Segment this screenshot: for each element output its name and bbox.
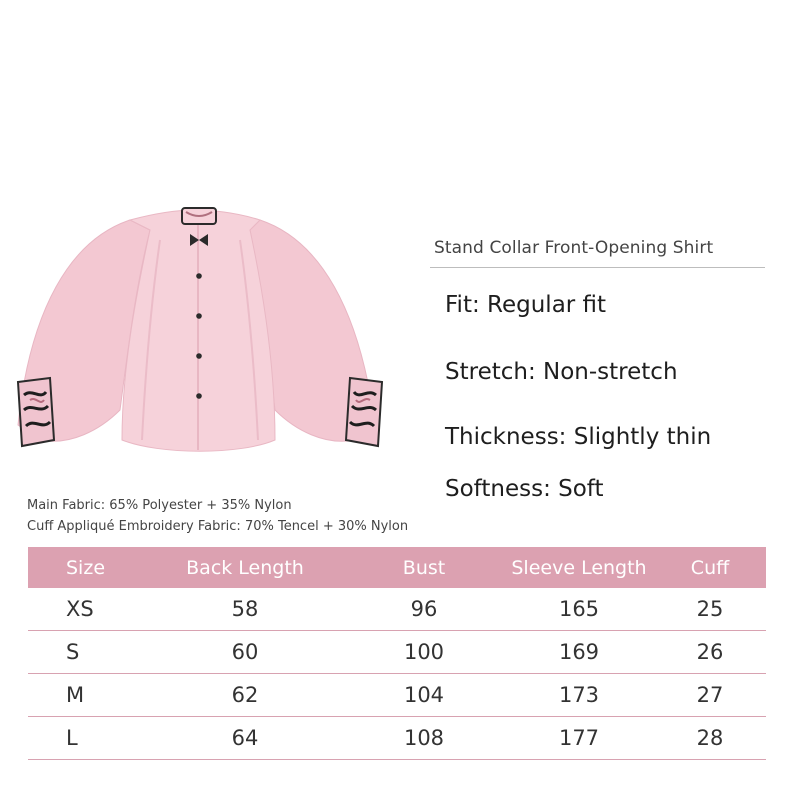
table-row (28, 588, 766, 631)
cell-cuff: 28 (696, 726, 724, 750)
cell-size: M (66, 683, 85, 707)
header-back-length: Back Length (186, 556, 304, 579)
attribute-thickness: Thickness: Slightly thin (445, 424, 712, 450)
table-row (28, 674, 766, 717)
cell-back-length: 58 (231, 597, 259, 621)
cell-bust: 100 (403, 640, 445, 664)
size-table-header (28, 547, 766, 588)
cell-sleeve-length: 165 (558, 597, 600, 621)
cell-cuff: 27 (696, 683, 724, 707)
header-cuff: Cuff (690, 556, 730, 579)
shirt-product-image (10, 200, 390, 470)
cell-size: L (66, 726, 78, 750)
cell-cuff: 25 (696, 597, 724, 621)
cell-bust: 108 (403, 726, 445, 750)
header-size: Size (66, 556, 106, 579)
cell-bust: 104 (403, 683, 445, 707)
cell-cuff: 26 (696, 640, 724, 664)
header-sleeve-length: Sleeve Length (511, 556, 647, 579)
header-bust: Bust (402, 556, 446, 579)
cuff-fabric-note: Cuff Appliqué Embroidery Fabric: 70% Tencel + 30% Nylon (27, 519, 409, 534)
cell-sleeve-length: 177 (558, 726, 600, 750)
cell-back-length: 64 (231, 726, 259, 750)
attribute-softness: Softness: Soft (445, 476, 604, 502)
main-fabric-note: Main Fabric: 65% Polyester + 35% Nylon (27, 498, 292, 513)
cell-sleeve-length: 169 (558, 640, 600, 664)
cell-size: S (66, 640, 80, 664)
table-row (28, 631, 766, 674)
title-divider (430, 267, 765, 268)
size-table (28, 547, 766, 760)
cell-sleeve-length: 173 (558, 683, 600, 707)
cell-back-length: 62 (231, 683, 259, 707)
product-title: Stand Collar Front-Opening Shirt (434, 238, 714, 258)
attribute-fit: Fit: Regular fit (445, 292, 607, 318)
cell-back-length: 60 (231, 640, 259, 664)
table-row (28, 717, 766, 760)
cell-size: XS (66, 597, 94, 621)
attribute-stretch: Stretch: Non-stretch (445, 359, 678, 385)
cell-bust: 96 (410, 597, 438, 621)
